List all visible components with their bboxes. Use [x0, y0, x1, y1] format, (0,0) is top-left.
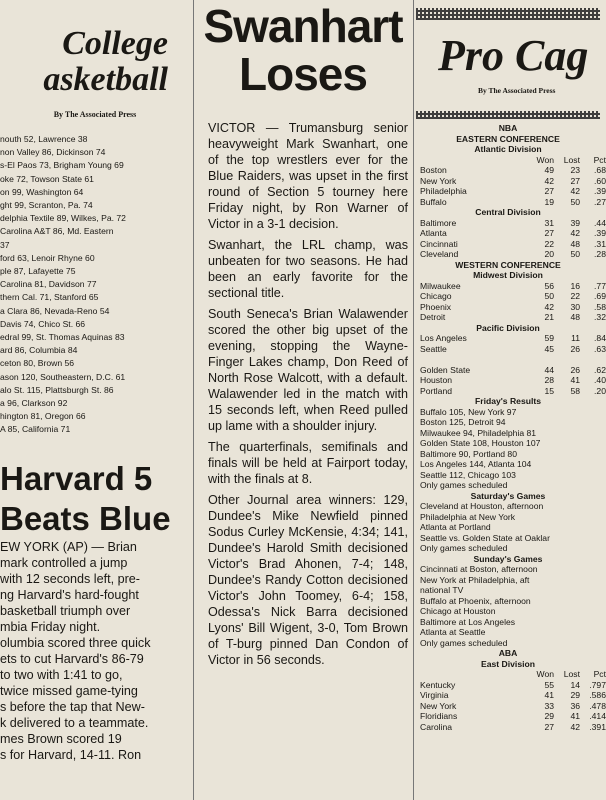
- game-line: Atlanta at Portland: [420, 522, 491, 532]
- won: 49: [544, 165, 554, 175]
- swanhart-headline: [196, 2, 410, 98]
- story-paragraph: South Seneca's Brian Walawender scored the other big upset of the evening, stopping the Wayne-Finger Lakes champ, Don Reed of North Rose Walcott, with a default. Walawender led in the match with 15 seconds left, when Reed pulled up lame with a shoulder injury.: [208, 307, 408, 433]
- score-line: ford 63, Lenoir Rhyne 60: [0, 252, 95, 263]
- pct: .20: [594, 385, 606, 396]
- score-line: on 99, Washington 64: [0, 186, 84, 197]
- pct: .44: [594, 217, 606, 228]
- lost: 41: [570, 375, 580, 385]
- score-line: ple 87, Lafayette 75: [0, 266, 76, 277]
- results-label: Friday's Results: [474, 396, 542, 406]
- standings-row: [416, 217, 606, 229]
- game-line: New York at Philadelphia, aft: [420, 574, 530, 585]
- won: 42: [544, 175, 554, 186]
- won: 15: [544, 385, 554, 396]
- team-name: New York: [420, 700, 457, 711]
- division-label: East Division: [481, 658, 535, 669]
- lost: 48: [570, 312, 580, 322]
- standings-row: [416, 301, 606, 313]
- lost: 42: [570, 186, 580, 196]
- standings-row: [416, 375, 606, 386]
- standings-row: [416, 343, 606, 355]
- won: 31: [544, 217, 554, 228]
- headline-line-1: College: [62, 25, 168, 62]
- standings-row: [416, 249, 606, 260]
- standings-row: [416, 175, 606, 187]
- game-line: Cleveland at Houston, afternoon: [420, 501, 544, 511]
- result-line: Milwaukee 94, Philadelphia 81: [420, 427, 537, 438]
- won: 42: [544, 301, 554, 312]
- result-line: Baltimore 90, Portland 80: [420, 448, 517, 459]
- score-line: s-El Paos 73, Brigham Young 69: [0, 160, 124, 171]
- lost: 23: [570, 165, 580, 175]
- score-line: ght 99, Scranton, Pa. 74: [0, 200, 93, 211]
- story-line: s before the tap that New-: [0, 699, 145, 714]
- game-line: Buffalo at Phoenix, afternoon: [420, 595, 531, 606]
- standings-row: [416, 721, 606, 733]
- schedule-label: Saturday's Games: [470, 490, 546, 501]
- score-line: Davis 74, Chico St. 66: [0, 318, 86, 329]
- headline-line-2: Beats Blue: [0, 499, 171, 537]
- game-line: Seattle vs. Golden State at Oaklar: [420, 532, 550, 543]
- pct: .69: [594, 291, 606, 301]
- lost: 58: [570, 385, 580, 396]
- won: 56: [544, 280, 554, 291]
- team-name: Carolina: [420, 721, 453, 732]
- pct: .31: [594, 238, 606, 249]
- division-label: Midwest Division: [473, 270, 543, 280]
- pct: .27: [594, 196, 606, 207]
- story-line: basketball triumph over: [0, 603, 131, 618]
- pct: .58: [594, 301, 606, 312]
- college-basketball-column: [0, 0, 190, 800]
- pct: .28: [594, 249, 606, 259]
- lost: 22: [570, 291, 580, 301]
- standings-row: [416, 312, 606, 323]
- pct: .62: [594, 364, 606, 375]
- pct: .39: [594, 228, 606, 238]
- scores-list: [0, 133, 190, 437]
- lost: 29: [570, 690, 580, 700]
- score-line: ard 86, Columbia 84: [0, 345, 78, 356]
- score-line: hington 81, Oregon 66: [0, 411, 86, 422]
- won: 27: [544, 228, 554, 238]
- score-line: thern Cal. 71, Stanford 65: [0, 292, 99, 303]
- won: 59: [544, 333, 554, 343]
- pro-cage-column: [416, 0, 606, 800]
- won: 27: [544, 186, 554, 196]
- pct: .77: [594, 280, 606, 291]
- pct: .797: [589, 679, 606, 690]
- team-name: New York: [420, 175, 457, 186]
- result-line: Buffalo 105, New York 97: [420, 406, 517, 417]
- game-line: national TV: [420, 585, 464, 595]
- team-name: Phoenix: [420, 301, 452, 312]
- column-rule: [413, 0, 414, 800]
- story-line: ets to cut Harvard's 86-79: [0, 651, 144, 666]
- story-line: k delivered to a teammate.: [0, 715, 149, 730]
- lost: 27: [570, 175, 580, 186]
- game-line: Atlanta at Seattle: [420, 627, 486, 637]
- standings-row: [416, 186, 606, 197]
- standings-row: [416, 711, 606, 722]
- score-line: A 85, California 71: [0, 424, 71, 435]
- standings-row: [416, 700, 606, 712]
- swanhart-story: [196, 120, 410, 668]
- standings-row: [416, 196, 606, 208]
- standings-row: [416, 690, 606, 701]
- pct: .391: [589, 721, 606, 732]
- headline-line-2: asketball: [43, 61, 168, 98]
- team-name: Baltimore: [420, 217, 457, 228]
- byline: By The Associated Press: [478, 86, 556, 95]
- result-line: Golden State 108, Houston 107: [420, 438, 541, 448]
- won: 28: [544, 375, 554, 385]
- won: 55: [544, 679, 554, 690]
- score-line: nouth 52, Lawrence 38: [0, 134, 88, 144]
- story-paragraph: Swanhart, the LRL champ, was unbeaten for two seasons. He had been an early favorite for the sectional title.: [208, 238, 408, 300]
- team-name: Los Angeles: [420, 333, 467, 343]
- won: 22: [544, 238, 554, 249]
- standings-row: [416, 228, 606, 239]
- team-name: Milwaukee: [420, 280, 461, 291]
- won: 27: [544, 721, 554, 732]
- story-line: mes Brown scored 19: [0, 731, 122, 746]
- headline-line-1: Swanhart: [203, 0, 403, 52]
- lost: 50: [570, 196, 580, 207]
- story-line: to two with 1:41 to go,: [0, 667, 123, 682]
- game-line: Chicago at Houston: [420, 606, 496, 616]
- column-headers: [416, 669, 606, 680]
- team-name: Kentucky: [420, 679, 456, 690]
- team-name: Cincinnati: [420, 238, 458, 249]
- division-label: Central Division: [475, 207, 541, 217]
- result-line: Boston 125, Detroit 94: [420, 417, 506, 427]
- lost: 26: [570, 343, 580, 354]
- standings-table: [416, 123, 606, 732]
- standings-row: [416, 333, 606, 344]
- headline-line-1: Harvard 5: [0, 459, 153, 497]
- standings-row: [416, 385, 606, 397]
- won: 19: [544, 196, 554, 207]
- game-line: Only games scheduled: [420, 543, 508, 553]
- conference-label: EASTERN CONFERENCE: [456, 133, 560, 144]
- pct: .63: [594, 343, 606, 354]
- league-label: ABA: [498, 648, 518, 658]
- lost: 39: [570, 217, 580, 228]
- standings-row: [416, 364, 606, 376]
- column-header: Won: [536, 669, 554, 679]
- score-line: 37: [0, 239, 10, 250]
- lost: 36: [570, 700, 580, 711]
- won: 41: [544, 690, 554, 700]
- result-line: Only games scheduled: [420, 480, 508, 490]
- pct: .39: [594, 186, 606, 196]
- team-name: Floridians: [420, 711, 458, 721]
- division-label: Atlantic Division: [474, 144, 542, 154]
- team-name: Philadelphia: [420, 186, 467, 196]
- won: 29: [544, 711, 554, 721]
- standings-row: [416, 165, 606, 176]
- lost: 50: [570, 249, 580, 259]
- division-label: Pacific Division: [476, 322, 540, 333]
- lost: 30: [570, 301, 580, 312]
- story-paragraph: Other Journal area winners: 129, Dundee's Mike Newfield pinned Sodus Curley McKensie, 4:34; 141, Dundee's Harold Smith decisioned Victor's Brad Ahonen, 7-4; 148, Dundee's Randy Cotton decisioned Victor's John Toomey, 6-4; 158, Odessa's Nick Barra decisioned Lyons' Bill Wigent, 3-0, Tom Brown of T-burg pinned Dan Condon of Victor in 56 seconds.: [208, 493, 408, 667]
- score-line: Carolina A&T 86, Md. Eastern: [0, 226, 114, 237]
- won: 21: [544, 312, 554, 322]
- column-header: Won: [536, 154, 554, 165]
- story-paragraph: VICTOR — Trumansburg senior heavyweight Mark Swanhart, one of the top wrestlers ever for the Blue Raiders, was upset in the first round of Section 5 tourney here Friday night, by Ron Warner of Victor in a 3-1 decision.: [208, 121, 408, 231]
- won: 45: [544, 343, 554, 354]
- pct: .414: [589, 711, 606, 721]
- team-name: Houston: [420, 375, 453, 385]
- story-line: with 12 seconds left, pre-: [0, 571, 141, 586]
- team-name: Portland: [420, 385, 453, 396]
- team-name: Atlanta: [420, 228, 447, 238]
- story-line: mark controlled a jump: [0, 555, 128, 570]
- pct: .32: [594, 312, 606, 322]
- column-headers: [416, 154, 606, 166]
- story-line: mbia Friday night.: [0, 619, 101, 634]
- game-line: Baltimore at Los Angeles: [420, 616, 516, 627]
- pct: .586: [589, 690, 606, 700]
- lost: 11: [571, 333, 580, 343]
- story-paragraph: The quarterfinals, semifinals and finals will be held at Fairport today, with the finals at 8.: [208, 440, 408, 486]
- story-line: olumbia scored three quick: [0, 635, 151, 650]
- lost: 16: [570, 280, 580, 291]
- column-header: Pct: [593, 669, 606, 679]
- score-line: non Valley 86, Dickinson 74: [0, 147, 106, 158]
- team-name: Seattle: [420, 343, 447, 354]
- pct: .40: [594, 375, 606, 385]
- score-line: ceton 80, Brown 56: [0, 358, 75, 369]
- lost: 41: [570, 711, 580, 721]
- team-name: Golden State: [420, 364, 471, 375]
- lost: 42: [570, 721, 580, 732]
- won: 33: [544, 700, 554, 711]
- score-line: edral 99, St. Thomas Aquinas 83: [0, 332, 125, 343]
- score-line: ason 120, Southeastern, D.C. 61: [0, 371, 126, 382]
- harvard-story: [0, 539, 190, 763]
- story-line: s for Harvard, 14-11. Ron: [0, 747, 142, 762]
- conference-label: WESTERN CONFERENCE: [455, 259, 561, 270]
- column-header: Lost: [563, 669, 580, 679]
- ornamental-border: [416, 8, 600, 20]
- pct: .478: [589, 700, 606, 711]
- lost: 48: [570, 238, 580, 249]
- standings-row: [416, 354, 600, 365]
- headline-line-2: Loses: [239, 48, 367, 100]
- team-name: Buffalo: [420, 196, 447, 207]
- standings-row: [416, 280, 606, 292]
- column-rule: [193, 0, 194, 800]
- standings-row: [416, 679, 606, 691]
- pro-cage-headline: Pro Cag: [438, 31, 589, 80]
- lost: 14: [570, 679, 580, 690]
- schedule-label: Sunday's Games: [473, 553, 543, 564]
- score-line: alo St. 115, Plattsburgh St. 86: [0, 384, 114, 395]
- ornamental-border: [416, 111, 600, 119]
- pct: .60: [594, 175, 606, 186]
- league-label: NBA: [498, 123, 518, 133]
- game-line: Cincinnati at Boston, afternoon: [420, 564, 538, 574]
- harvard-headline: [0, 459, 190, 539]
- column-header: Pct: [593, 154, 606, 165]
- standings-row: [416, 238, 606, 250]
- score-line: Carolina 81, Davidson 77: [0, 279, 97, 290]
- team-name: Virginia: [420, 690, 449, 700]
- byline: By The Associated Press: [53, 110, 137, 119]
- lost: 26: [570, 364, 580, 375]
- won: 50: [544, 291, 554, 301]
- team-name: Cleveland: [420, 249, 459, 259]
- team-name: Detroit: [420, 312, 446, 322]
- column-header: Lost: [563, 154, 580, 165]
- story-line: EW YORK (AP) — Brian: [0, 539, 137, 554]
- college-basketball-headline: [0, 26, 190, 98]
- result-line: Seattle 112, Chicago 103: [420, 469, 516, 480]
- game-line: Only games scheduled: [420, 637, 508, 648]
- team-name: Chicago: [420, 291, 452, 301]
- game-line: Philadelphia at New York: [420, 511, 516, 522]
- won: 44: [544, 364, 554, 375]
- pct: .68: [594, 165, 606, 175]
- result-line: Los Angeles 144, Atlanta 104: [420, 459, 532, 469]
- story-line: twice missed game-tying: [0, 683, 138, 698]
- score-line: a 96, Clarkson 92: [0, 398, 68, 409]
- swanhart-column: [196, 0, 410, 800]
- score-line: oke 72, Towson State 61: [0, 173, 94, 184]
- lost: 42: [570, 228, 580, 238]
- standings-row: [416, 291, 606, 302]
- score-line: delphia Textile 89, Wilkes, Pa. 72: [0, 213, 126, 224]
- team-name: Boston: [420, 165, 447, 175]
- story-line: ng Harvard's hard-fought: [0, 587, 139, 602]
- score-line: a Clara 86, Nevada-Reno 54: [0, 305, 110, 316]
- won: 20: [544, 249, 554, 259]
- pct: .84: [594, 333, 606, 343]
